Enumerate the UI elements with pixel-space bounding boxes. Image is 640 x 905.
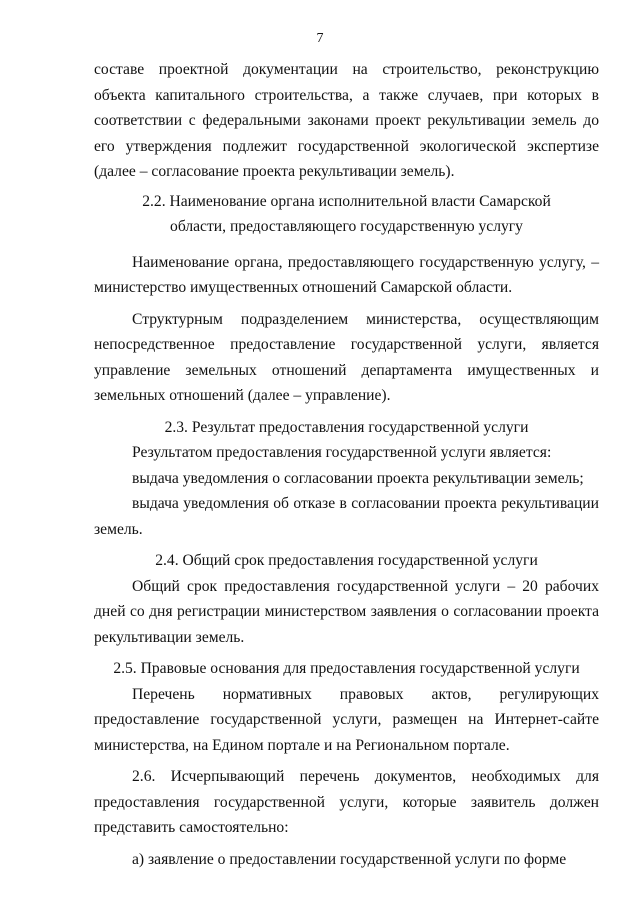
section-heading-2-3-text: 2.3. Результат предоставления государственной услуги	[164, 418, 529, 436]
section-heading-2-2	[94, 189, 599, 240]
section-heading-2-4-text: 2.4. Общий срок предоставления государственной услуги	[155, 552, 538, 569]
section-heading-2-2-line1: 2.2. Наименование органа исполнительной власти Самарской	[142, 192, 551, 210]
paragraph-result-approval: выдача уведомления о согласовании проекта рекультивации земель;	[132, 469, 584, 487]
section-heading-2-4	[94, 548, 599, 574]
paragraph-section-2-6: 2.6. Исчерпывающий перечень документов, необходимых для предоставления государственной услуги, которые заявитель должен представить самостоятельно:	[94, 768, 599, 836]
paragraph-legal-acts: Перечень нормативных правовых актов, регулирующих предоставление государственной услуги, размещен на Интернет-сайте министерства, на Едином портале и на Региональном портале.	[94, 685, 599, 754]
section-heading-2-5	[94, 656, 599, 682]
document-body	[94, 57, 599, 872]
section-heading-2-5-text: 2.5. Правовые основания для предоставления государственной услуги	[113, 660, 580, 677]
paragraph-result-refusal: выдача уведомления об отказе в согласовании проекта рекультивации земель.	[94, 495, 599, 538]
paragraph-item-a: а) заявление о предоставлении государственной услуги по форме	[132, 850, 567, 868]
paragraph-structural-unit: Структурным подразделением министерства, осуществляющим непосредственное предоставление государственной услуги, является управление земельных отношений департамента имущественных и земельных отношений (далее – управление).	[94, 310, 599, 404]
paragraph-continuation: составе проектной документации на строительство, реконструкцию объекта капитального строительства, а также случаев, при которых в соответствии с федеральными законами проект рекультивации земель до его утверждения подлежит государственной экологической экспертизе (далее – согласование проекта рекультивации земель).	[94, 61, 599, 180]
page-number: 7	[316, 31, 324, 46]
paragraph-authority-name: Наименование органа, предоставляющего государственную услугу, – министерство имущественных отношений Самарской области.	[94, 253, 599, 296]
paragraph-total-term: Общий срок предоставления государственной услуги – 20 рабочих дней со дня регистрации министерством заявления о согласовании проекта рекультивации земель.	[94, 577, 599, 646]
paragraph-result-intro: Результатом предоставления государственной услуги является:	[132, 444, 552, 461]
section-heading-2-3	[94, 415, 599, 441]
section-heading-2-2-line2: области, предоставляющего государственную услугу	[170, 218, 523, 235]
